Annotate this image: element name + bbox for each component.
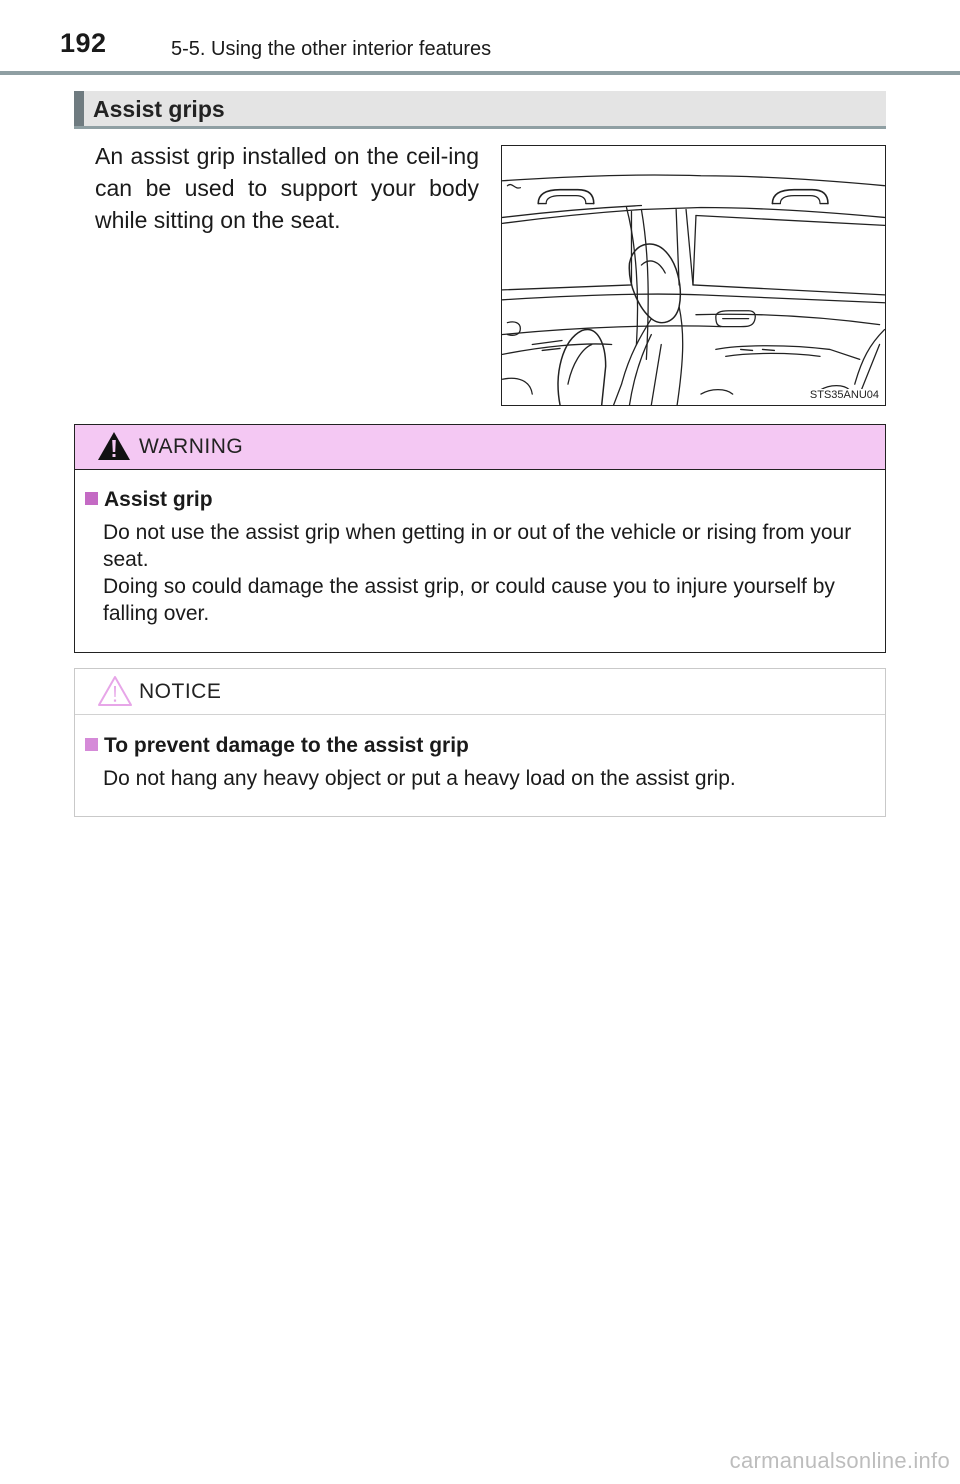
notice-item-text	[103, 765, 873, 792]
warning-label: WARNING	[139, 435, 244, 458]
notice-paragraph: Do not hang any heavy object or put a heavy load on the assist grip.	[103, 767, 736, 790]
watermark: carmanualsonline.info	[729, 1448, 950, 1473]
header-rule	[0, 71, 960, 75]
warning-item-title	[85, 488, 213, 512]
warning-item-title-text: Assist grip	[104, 488, 213, 511]
notice-item-title	[85, 734, 469, 758]
section-title: Assist grips	[93, 96, 225, 122]
notice-header	[75, 669, 885, 715]
warning-triangle-icon	[97, 431, 131, 461]
intro-text: An assist grip installed on the ceil-ing can be used to support your body while sitting on the seat.	[95, 143, 479, 233]
illustration-code: STS35ANU04	[809, 389, 879, 401]
warning-paragraph: Doing so could damage the assist grip, or could cause you to injure yourself by falling over.	[103, 575, 835, 625]
notice-triangle-icon	[97, 675, 133, 707]
warning-header	[75, 425, 885, 470]
notice-item-title-text: To prevent damage to the assist grip	[104, 734, 469, 757]
warning-box	[74, 424, 886, 653]
notice-label: NOTICE	[139, 680, 222, 703]
notice-bullet	[85, 738, 98, 751]
notice-box	[74, 668, 886, 817]
assist-grip-illustration	[501, 145, 886, 406]
section-heading-bar	[74, 91, 84, 126]
warning-bullet	[85, 492, 98, 505]
page-number: 192	[60, 28, 107, 58]
warning-item-text	[103, 519, 873, 627]
section-heading	[74, 91, 886, 129]
chapter-title: 5-5. Using the other interior features	[171, 38, 492, 60]
warning-paragraph: Do not use the assist grip when getting in or out of the vehicle or rising from your seat.	[103, 521, 852, 571]
